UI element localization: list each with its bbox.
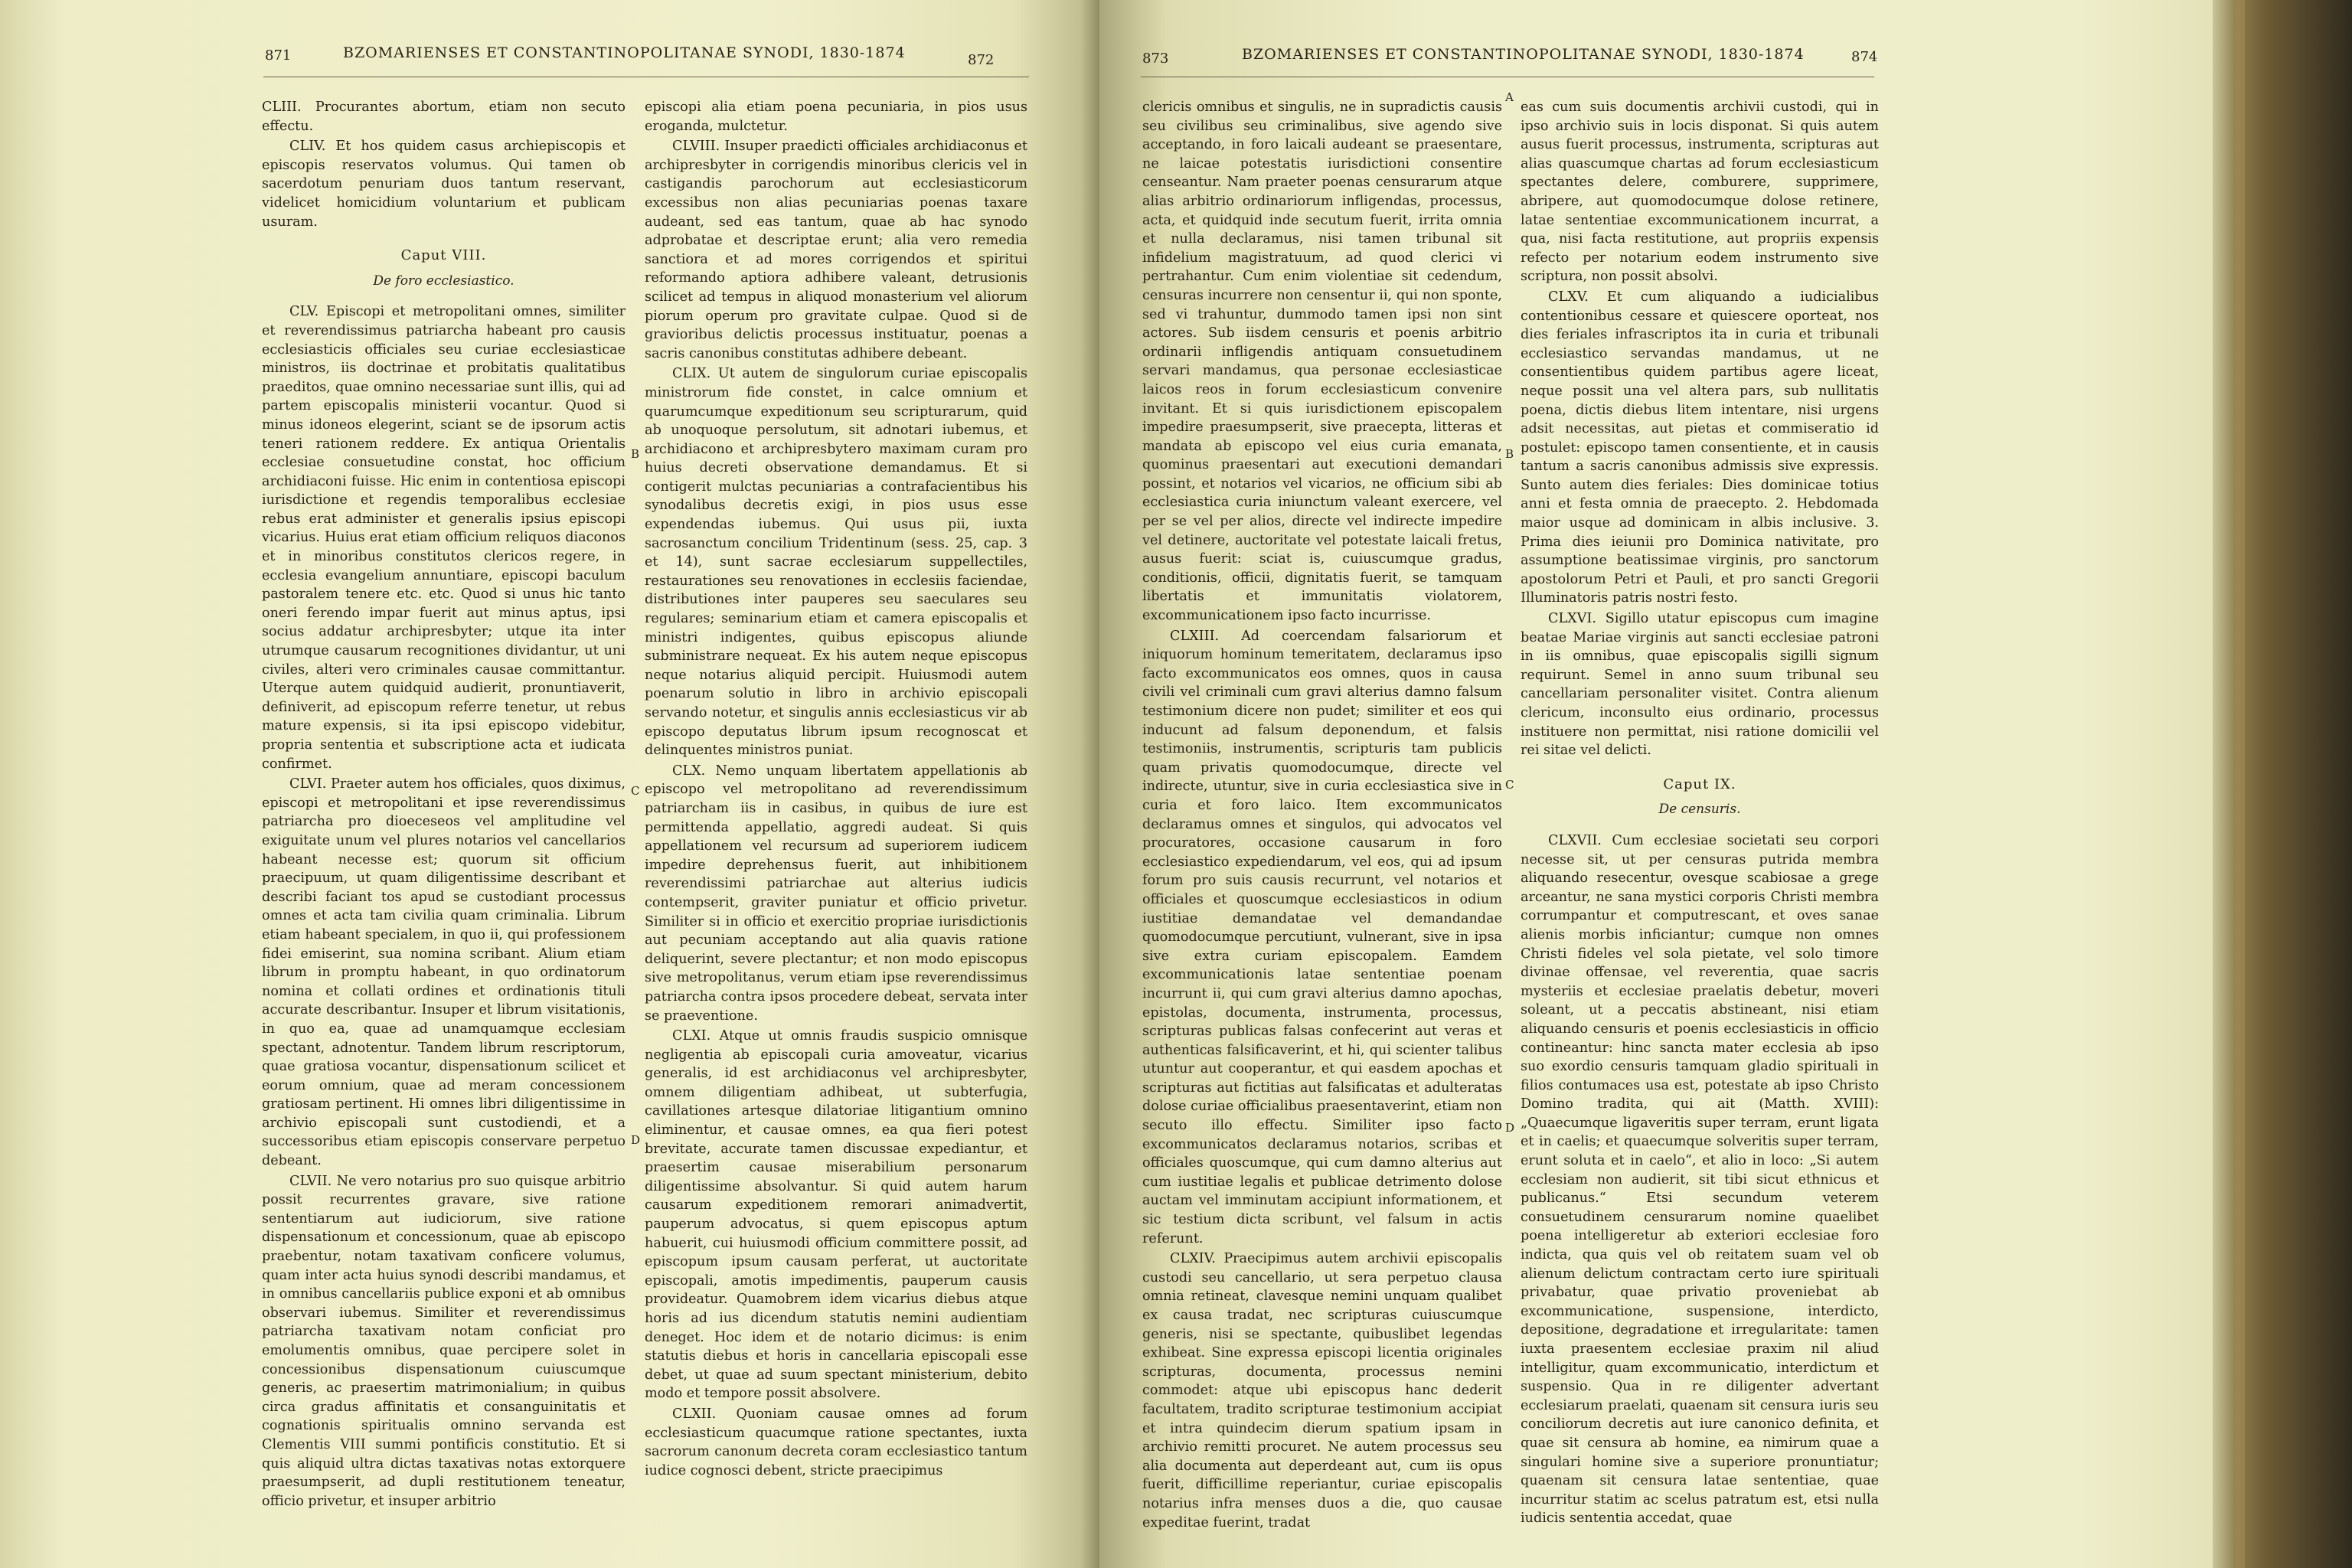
paragraph-cliii: CLIII. Procurantes abortum, etiam non secuto effectu.	[262, 100, 626, 134]
paragraph-clxii: CLXII. Quoniam causae omnes ad forum ecclesiasticum quacumque ratione spectantes, iuxta sacrorum canonum decreta coram ecclesiastico tantum iudice cognosci debent, stricte praecipimus	[645, 1406, 1027, 1478]
book-page-edges	[2213, 0, 2352, 1568]
paragraph-clxi: CLXI. Atque ut omnis fraudis suspicio omnisque negligentia ab episcopali curia amoveatur, vicarius generalis, id est archidiaconus vel archipresbyter, omnem diligentiam adhibeat, ut subterfugia, cavillationes artesque dilatoriae litigantium omnino eliminentur, et causae omnes, ea qua fieri potest brevitate, accurate tamen discussae expediantur, et praesertim causae miserabilium personarum diligentissime absolvantur. Si quid autem harum causarum expeditionem remorari animadvertit, pauperum advocatus, si quem episcopus aptum habuerit, cui huiusmodi officium committere possit, ad episcopum ipsum causam perferat, ut auctoritate episcopali, amotis impedimentis, pauperum causis provideatur. Quamobrem idem vicarius diebus atque horis ad ius dicendum statutis nemini audientiam deneget. Hoc idem et de notario dicimus: is enim statutis diebus et horis in cancellaria episcopali esse debet, ut quae ad suum spectant ministerium, debito modo et tempore possit absolvere.	[645, 1028, 1027, 1402]
right-page	[1099, 0, 2213, 1568]
page-number-872: 872	[968, 52, 995, 68]
right-page-column-2	[1521, 98, 1879, 1530]
caput-ix-heading: Caput IX.	[1663, 776, 1736, 792]
paragraph-clix: CLIX. Ut autem de singulorum curiae episcopalis ministrorum fide constet, in calce omnium et quarumcumque expeditionum seu scripturarum, quid ab unoquoque persolutum, sit adnotari iubemus, et archidiacono et archipresbytero maximam curam pro huius decreti observatione demandamus. Et si contigerit mulctas pecuniarias a contrafacientibus his synodalibus decretis exigi, in pios usus esse expendendas iubemus. Qui usus pii, iuxta sacrosanctum concilium Tridentinum (sess. 25, cap. 3 et 14), sunt sacrae ecclesiarum suppellectiles, restaurationes seu renovationes in ecclesiis faciendae, distributiones inter pauperes seu saeculares seu regulares; seminarium etiam et camera episcopalis et ministri indigentes, quibus episcopus aliunde subministrare nequeat. Ex his autem neque episcopus neque notarius aliquid percipit. Huiusmodi autem poenarum solutio in libro in archivio episcopali servando notetur, et singulis annis ecclesiasticus vir ab episcopo deputatus librum ipsum recognoscat et delinquentes ministros puniat.	[645, 366, 1027, 759]
page-number-873: 873	[1142, 51, 1169, 67]
paragraph-clxvii: CLXVII. Cum ecclesiae societati seu corpori necesse sit, ut per censuras putrida membra aliquando resecentur, ovesque scabiosae a grege arceantur, ne sana mystici corporis Christi membra corrumpantur et computrescant, et oves sanae alienis morbis inficiantur; cumque non omnes Christi fideles vel sola pietate, vel solo timore divinae offensae, vel reverentia, quae sacris mysteriis et ecclesiae praelatis debetur, moveri soleant, ut a peccatis abstineant, nisi etiam aliquando censuris et poenis ecclesiasticis in officio contineantur: hinc sancta mater ecclesia ab ipso suo exordio censuris tamquam gladio spirituali in filios contumaces usa est, potestate ab ipso Christo Domino tradita, qui ait (Matth. XVIII): „Quaecumque ligaveritis super terram, erunt ligata et in caelis; et quaecumque solveritis super terram, erunt soluta et in caelo“, et alio in loco: „Si autem ecclesiam non audierit, sit tibi sicut ethnicus et publicanus.“ Etsi secundum veterem consuetudinem censurarum nomine quaelibet poena intelligeretur ab exteriori ecclesiae foro indicta, qua quis vel ob reitatem suam vel ob alienum delictum contractam certo iure spirituali privabatur, quae privatio proveniebat ab excommunicatione, suspensione, interdicto, depositione, degradatione et irregularitate: tamen iuxta praesentem ecclesiae praxim nil aliud intelligitur, quam excommunicatio, interdictum et suspensio. Qua in re diligenter advertant ecclesiarum praelati, quaenam sit censura iuris seu conciliorum decretis aut iure canonico definita, et quae sit censura ab homine, ea nimirum quae a singulari homine sive a superiore pronuntiatur; quaenam sit censura latae sententiae, quae incurritur statim ac scelus patratum est, etsi nulla iudicis sententia accedat, quae	[1521, 832, 1879, 1527]
running-header-left: BZOMARIENSES ET CONSTANTINOPOLITANAE SYNODI, 1830-1874	[343, 44, 906, 61]
margin-letter-a: A	[1505, 90, 1514, 104]
paragraph-clxv: CLXV. Et cum aliquando a iudicialibus contentionibus cessare et quiescere oporteat, nos dies feriales infrascriptos ita in curia et tribunali ecclesiastico servandas mandamus, ut ne consentientibus quidem partibus agere liceat, neque possit una vel altera pars, sub nullitatis poena, dictis diebus litem intentare, nisi urgens adsit necessitas, aut pietas et commiseratio id postulet: episcopo tamen consentiente, et in causis tantum a sacris canonibus admissis sive expressis. Sunto autem dies feriales: Dies dominicae totius anni et festa omnia de praecepto. 2. Hebdomada maior usque ad dominicam in albis inclusive. 3. Prima dies ieiunii pro Dominica nativitate, pro assumptione beatissimae virginis, pro sanctorum apostolorum Petri et Pauli, et pro sancti Gregorii Illuminatoris patris nostri festo.	[1521, 289, 1879, 606]
left-page	[0, 0, 1099, 1568]
right-page-column-1	[1142, 98, 1502, 1530]
page-number-874: 874	[1851, 49, 1878, 65]
caput-ix-title: De censuris.	[1658, 802, 1741, 818]
paragraph-clviii: CLVIII. Insuper praedicti officiales archidiaconus et archipresbyter in corrigendis minoribus clericis vel in castigandis parochorum aut ecclesiasticorum excessibus non alias pecuniarias poenas taxare audeant, sed eas tantum, quae ab hac synodo adprobatae et descriptae erunt; alia vero remedia sanctiora et ad mores corrigendos et spiritui reformando aptiora adhibere valeant, detrusionis scilicet ad tempus in aliquod monasterium vel aliorum piorum operum pro gravitate culpae. Quod si de gravioribus delictis processus instituatur, poenas a sacris canonibus constitutas adhibere debeant.	[645, 139, 1027, 361]
paragraph-clx: CLX. Nemo unquam libertatem appellationis ab episcopo vel metropolitano ad reverendissimum patriarcham iis in casibus, in quibus de iure est permittenda appellatio, aggredi audeat. Si quis appellationem vel recursum ad superiorem iudicem impedire deprehensus fuerit, aut inhibitionem reverendissimi patriarchae aut alterius iudicis contempserit, graviter puniatur et officio privetur. Similiter si in officio et exercitio propriae iurisdictionis aut pecuniam acceptando aut alia quavis ratione deliquerint, severe plectantur; et non modo episcopus sive metropolitanus, verum etiam ipse reverendissimus patriarcha contra ipsos procedere debeat, servata inter se praeventione.	[645, 763, 1027, 1024]
paragraph-clxvi: CLXVI. Sigillo utatur episcopus cum imagine beatae Mariae virginis aut sancti ecclesiae patroni in iis omnibus, quae episcopalis sigilli signum requirunt. Semel in anno suum tribunal seu cancellariam personaliter visitet. Contra alienum clericum, inconsulto eius ordinario, processus instituere non permittat, nisi ratione domicilii vel rei sitae vel delicti.	[1521, 611, 1879, 759]
paragraph-cliv: CLIV. Et hos quidem casus archiepiscopis et episcopis reservatos volumus. Qui tamen ob sacerdotum penuriam duos tantum reservant, videlicet homicidium voluntarium et publicam usuram.	[262, 139, 626, 230]
paragraph-continuation-right-2: eas cum suis documentis archivii custodi, qui in ipso archivio suis in locis disponat. Si quis autem ausus fuerit processus, instrumenta, scripturas aut alias quascumque chartas ad forum ecclesiasticum spectantes delere, comburere, supprimere, abripere, aut quomodocumque dolose retinere, latae sententiae excommunicationem incurrat, a qua, nisi facta restitutione, aut propriis expensis refecto per notarium eodem instrumento sive scriptura, non possit absolvi.	[1521, 100, 1879, 285]
paragraph-clvi: CLVI. Praeter autem hos officiales, quos diximus, episcopi et metropolitani et ipse reverendissimus patriarcha pro dioeceseos vel amplitudine vel exiguitate unum vel plures notarios vel cancellarios habeant necesse est; quorum sit officium praecipuum, ut quam diligentissime describant et describi faciant tos apud se custodiant processus omnes et acta tam civilia quam criminalia. Librum etiam habeant specialem, in quo ii, qui professionem fidei emiserint, sua nomina scribant. Alium etiam librum in promptu habeant, in quo ordinatorum nomina et collati ordines et ordinationis tituli accurate describantur. Insuper et librum visitationis, in quo ea, quae ad unamquamque ecclesiam spectant, adnotentur. Tandem librum rescriptorum, quae gratiosa vocantur, dispensationum scilicet et eorum omnium, quae ad meram concessionem gratiosam pertinent. Hi omnes libri diligentissime in archivio episcopali sunt custodiendi, et a successoribus etiam episcopis conservare perpetuo debeant.	[262, 776, 626, 1169]
margin-letter-c-right: C	[1505, 778, 1514, 792]
left-page-column-1	[262, 98, 626, 1530]
running-header-right: BZOMARIENSES ET CONSTANTINOPOLITANAE SYNODI, 1830-1874	[1242, 46, 1805, 63]
margin-letter-b: B	[631, 447, 640, 461]
margin-letter-d: D	[631, 1133, 641, 1147]
caput-viii-heading: Caput VIII.	[400, 247, 487, 264]
book-edge-band	[2236, 0, 2245, 1568]
page-number-871: 871	[265, 47, 292, 64]
margin-letter-c: C	[631, 784, 640, 798]
margin-letter-d-right: D	[1505, 1121, 1515, 1135]
left-page-column-2	[645, 98, 1027, 1530]
paragraph-continuation-right: clericis omnibus et singulis, ne in supradictis causis seu civilibus seu criminalibus, sive agendo sive acceptando, in foro laicali audeant se praesentare, ne laicae potestatis iurisdictioni consentire censeantur. Nam praeter poenas censurarum atque alias arbitrio ordinariorum infligendas, processus, acta, et quidquid inde secutum fuerit, irrita omnia et nulla declaramus, nisi tamen tribunal sit infidelium magistratuum, ad quod clerici vi pertrahantur. Cum enim violentiae sit cedendum, censuras incurrere non censentur ii, qui non sponte, sed vi trahuntur, dummodo tamen ipsi non sint actores. Sub iisdem censuris et poenis arbitrio ordinarii infligendis antiquam consuetudinem servari mandamus, qua personae ecclesiasticae laicos reos in forum ecclesiasticum convenire invitant. Et si quis iurisdictionem episcopalem impedire praesumpserit, sive praecepta, litteras et mandata ab episcopo vel eius curia emanata, quominus praesentari aut executioni demandari possint, et notarios vel vicarios, ne officium sibi ab ecclesiastica curia iniunctum valeant exercere, vel per se vel per alios, directe vel indirecte impedire vel detinere, auctoritate vel potestate laicali fretus, ausus fuerit: sciat is, cuiuscumque gradus, conditionis, officii, dignitatis fuerit, se tamquam libertatis et immunitatis violatorem, excommunicationem ipso facto incurrisse.	[1142, 100, 1502, 624]
paragraph-clvii: CLVII. Ne vero notarius pro suo quisque arbitrio possit recurrentes gravare, sive ratione sententiarum aut iudiciorum, sive ratione dispensationum et concessionum, quae ab episcopo praebentur, notam taxativam conficere volumus, quam inter acta huius synodi describi mandamus, et in omnibus cancellariis publice exponi et ab omnibus observari iubemus. Similiter et reverendissimus patriarcha taxativam notam conficiat pro emolumentis omnibus, quae percipere solet in concessionibus dispensationum cuiuscumque generis, ac praesertim matrimonialium; in quibus circa gradus affinitatis et consanguinitatis et cognationis spiritualis omnino servanda est Clementis VIII summi pontificis constitutio. Et si quis aliquid ultra dictas taxativas notas extorquere praesumpserit, ad dupli restitutionem teneatur, officio privetur, et insuper arbitrio	[262, 1173, 626, 1509]
paragraph-clxiv: CLXIV. Praecipimus autem archivii episcopalis custodi seu cancellario, ut sera perpetuo clausa omnia retineat, clavesque nemini unquam qualibet ex causa tradat, nec scripturas cuiuscumque generis, nisi se spectante, quibuslibet legendas exhibeat. Sine expressa episcopi licentia originales scripturas, documenta, processus nemini commodet: atque ubi episcopus hanc dederit facultatem, tradito scripturae testimonium accipiat et intra quindecim dierum spatium ipsam in archivio remitti procuret. Ne autem processus seu alia documenta aut deperdeant aut, cum iis opus fuerit, difficillime reperiantur, curiae episcopalis notarius infra menses duos a die, quo causae expeditae fuerint, tradat	[1142, 1251, 1502, 1530]
paragraph-continuation: episcopi alia etiam poena pecuniaria, in pios usus eroganda, mulctetur.	[645, 100, 1027, 134]
paragraph-clv: CLV. Episcopi et metropolitani omnes, similiter et reverendissimus patriarcha habeant pro causis ecclesiasticis officiales seu curiae ecclesiasticae ministros, iis doctrinae et probitatis qualitatibus praeditos, quae omnino necessariae sunt illis, qui ad partem episcopalis ministerii vocantur. Quod si minus idoneos elegerint, sciant se de ipsorum actis teneri rationem reddere. Ex antiqua Orientalis ecclesiae consuetudine constat, hoc officium archidiaconi fuisse. Hic enim in contentiosa episcopi iurisdictione et regendis temporalibus ecclesiae rebus erat administer et generalis ipsius episcopi vicarius. Huius erat etiam officium reliquos diaconos et in minoribus constitutos clericos regere, in ecclesia evangelium annuntiare, episcopi baculum pastoralem tenere etc. etc. Quod si unus hic tanto oneri ferendo impar fuerit aut minus aptus, ipsi socius addatur archipresbyter; utque ita inter utrumque causarum recognitiones dividantur, ut uni civiles, alteri vero criminales causae committantur. Uterque autem quidquid audierit, pronuntiaverit, definiverit, ad episcopum referre tenetur, ut rebus mature expensis, si ita ipsi episcopo videbitur, propria sententia et subscriptione acta et iudicata confirmet.	[262, 304, 626, 772]
caput-viii-title: De foro ecclesiastico.	[373, 273, 514, 289]
paragraph-clxiii: CLXIII. Ad coercendam falsariorum et iniquorum hominum temeritatem, declaramus ipso facto excommunicatos eos omnes, quos in causa civili vel criminali cum gravi alterius damno falsum testimonium dicere non pudet; similiter et eos qui inducunt ad falsum deponendum, et falsis testimoniis, instrumentis, scripturis tam publicis quam privatis quomodocumque, directe vel indirecte, utuntur, sive in curia ecclesiastica sive in curia et foro laico. Item excommunicatos declaramus omnes et singulos, qui advocatos vel procuratores, occasione causarum in foro ecclesiastico expediendarum, vel eos, qui ad ipsum forum pro suis causis recurrunt, vel notarios et officiales et quoscumque ecclesiasticos in odium iustitiae demandatae vel demandandae quomodocumque percutiunt, vulnerant, sive in ipsa sive extra curiam episcopalem. Eamdem excommunicationis latae sententiae poenam incurrunt ii, qui cum gravi alterius damno apochas, epistolas, documenta, instrumenta, processus, scripturas publicas falsas confecerint aut veras et authenticas falsificaverint, et hi, qui scienter talibus utuntur aut cooperantur, et qui easdem apochas et scripturas aut fictitias aut falsificatas et adulteratas dolose curiae officialibus praesentaverint, etiam non secuto illo effectu. Similiter ipso facto excommunicatos declaramus notarios, scribas et officiales quoscumque, qui cum damno alterius aut cum iustitiae legalis et publicae detrimento dolose auctam vel imminutam accipiunt informationem, et sic testium dicta scribunt, vel falsum in actis referunt.	[1142, 628, 1502, 1246]
margin-letter-b-right: B	[1505, 447, 1514, 461]
